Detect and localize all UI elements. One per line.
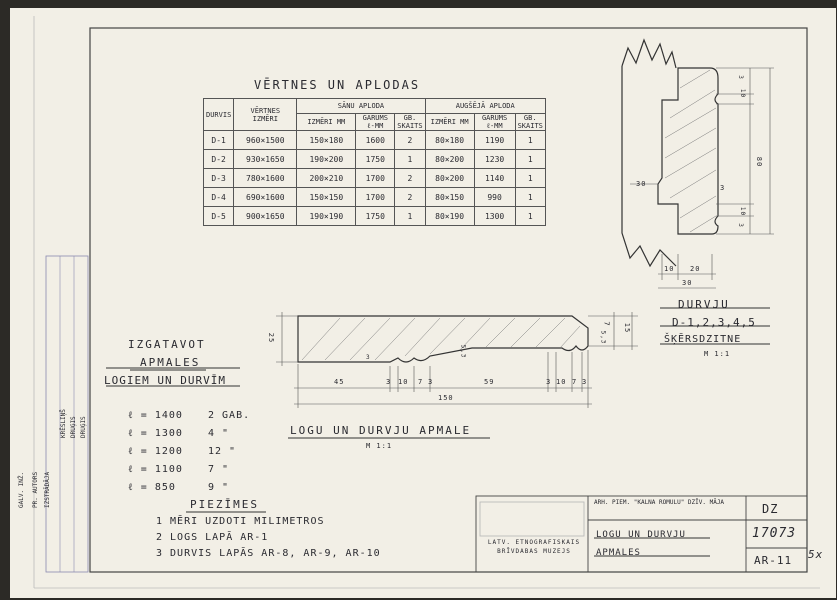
cell: 190×200 [297, 150, 356, 169]
table-row [204, 169, 546, 188]
dim-3-top: 3 [736, 75, 744, 80]
table-row [204, 188, 546, 207]
cell: 190×190 [297, 207, 356, 226]
cell: 990 [474, 188, 515, 207]
dim-30-bottom: 30 [682, 279, 693, 287]
cell: 1140 [474, 169, 515, 188]
cell: D-1 [204, 131, 234, 150]
prepare-line3: LOGIEM UN DURVĪM [104, 374, 226, 387]
th-garums: GARUMS ℓ-MM [356, 114, 395, 131]
dim-3-inner: 3 [366, 354, 371, 361]
dim-7a: 7 [418, 378, 424, 386]
len-item: ℓ = 1200 [128, 446, 183, 457]
th-garums-2: GARUMS ℓ-MM [474, 114, 515, 131]
dim-150: 150 [438, 394, 454, 402]
qty-item: 12 " [208, 446, 237, 457]
dim-10b: 10 [556, 378, 567, 386]
section-subtitle: D-1,2,3,4,5 [672, 316, 756, 329]
cell: 1 [515, 169, 545, 188]
cell: 80×150 [425, 188, 474, 207]
name-label: DRUĢIS [80, 416, 87, 438]
dim-10: 10 [664, 265, 675, 273]
cell: 1230 [474, 150, 515, 169]
cell: 690×1600 [234, 188, 297, 207]
cell: 2 [395, 131, 425, 150]
drawing-number: 17073 [752, 526, 797, 541]
cell: 1190 [474, 131, 515, 150]
role-label: GALV. INŽ. [18, 471, 25, 508]
cell: 2 [395, 169, 425, 188]
sheet-number: AR-11 [754, 554, 793, 567]
th-durvis: DURVIS [204, 99, 234, 131]
section-caption: ŠĶĒRSDZITNE [664, 334, 742, 345]
len-item: ℓ = 1400 [128, 410, 183, 421]
th-izmeri: IZMĒRI MM [297, 114, 356, 131]
note-item: 3 DURVIS LAPĀS AR-8, AR-9, AR-10 [156, 548, 381, 559]
table-row [204, 150, 546, 169]
cell: 1600 [356, 131, 395, 150]
cell: D-2 [204, 150, 234, 169]
section-scale: M 1:1 [704, 350, 731, 358]
dim-3: 3 [720, 184, 726, 192]
profile-scale: M 1:1 [366, 442, 393, 450]
name-label: DRUĢIS [70, 416, 77, 438]
cell: 1700 [356, 188, 395, 207]
dim-10-bottom: 10 [739, 206, 747, 217]
cell: 150×150 [297, 188, 356, 207]
th-vertnes: VĒRTNES IZMĒRI [234, 99, 297, 131]
cell: 1750 [356, 150, 395, 169]
dim-3c: 3 [546, 378, 552, 386]
cell: 80×200 [425, 169, 474, 188]
dim-80: 80 [755, 156, 764, 168]
th-augseja: AUGŠĒJĀ APLODA [425, 99, 545, 114]
cell: 150×180 [297, 131, 356, 150]
dim-3b: 3 [428, 378, 434, 386]
cell: 1300 [474, 207, 515, 226]
cell: 1 [515, 131, 545, 150]
th-izmeri-2: IZMĒRI MM [425, 114, 474, 131]
cell: 80×190 [425, 207, 474, 226]
object-name: ARH. PIEM. "KALNA ROMULU" DZĪV. MĀJA [594, 499, 725, 506]
prepare-line2: APMALES [140, 356, 201, 369]
table-row [204, 131, 546, 150]
corner-mark: 5x [808, 548, 824, 561]
qty-item: 9 " [208, 482, 230, 493]
note-item: 1 MĒRI UZDOTI MILIMETROS [156, 516, 325, 527]
cell: D-5 [204, 207, 234, 226]
profile-title: LOGU UN DURVJU APMALE [290, 424, 472, 437]
role-label: PR. AUTORS [32, 471, 39, 508]
qty-item: 7 " [208, 464, 230, 475]
cell: 1 [515, 207, 545, 226]
section-title: DURVJU [678, 298, 730, 311]
cell: 80×180 [425, 131, 474, 150]
notes-title: PIEZĪMES [190, 498, 259, 511]
note-item: 2 LOGS LAPĀ AR-1 [156, 532, 269, 543]
cell: 1 [515, 188, 545, 207]
role-label: IZSTRĀDĀJA [44, 471, 51, 508]
cell: 1750 [356, 207, 395, 226]
dim-5-3-inner: 5,3 [459, 344, 467, 359]
cell: 1700 [356, 169, 395, 188]
table-row [204, 207, 546, 226]
qty-item: 4 " [208, 428, 230, 439]
dim-25: 25 [267, 332, 276, 344]
dim-3a: 3 [386, 378, 392, 386]
len-item: ℓ = 850 [128, 482, 176, 493]
dim-59: 59 [484, 378, 495, 386]
th-sanu: SĀNU APLODA [297, 99, 425, 114]
cell: 80×200 [425, 150, 474, 169]
qty-item: 2 GAB. [208, 410, 251, 421]
code-label: DZ [762, 502, 779, 516]
cell: 900×1650 [234, 207, 297, 226]
table-title: VĒRTNES UN APLODAS [254, 78, 421, 92]
dim-10a: 10 [398, 378, 409, 386]
len-item: ℓ = 1300 [128, 428, 183, 439]
cell: 780×1600 [234, 169, 297, 188]
cell: 1 [395, 207, 425, 226]
cell: 930×1650 [234, 150, 297, 169]
dim-30: 30 [636, 180, 647, 188]
cell: 200×210 [297, 169, 356, 188]
cell: 1 [515, 150, 545, 169]
dim-10-top: 10 [739, 88, 747, 99]
prepare-line1: IZGATAVOT [128, 338, 206, 351]
dim-7b: 7 [572, 378, 578, 386]
museum-name: LATV. ETNOGRAFISKAIS BRĪVDABAS MUZEJS [487, 539, 581, 555]
dim-3-bottom: 3 [736, 223, 744, 228]
dim-5-3: 5,3 [599, 330, 607, 345]
dim-7: 7 [602, 321, 611, 327]
dim-20: 20 [690, 265, 701, 273]
dim-3d: 3 [582, 378, 588, 386]
cell: 2 [395, 188, 425, 207]
dim-45: 45 [334, 378, 345, 386]
doors-table [203, 98, 546, 226]
cell: 1 [395, 150, 425, 169]
drawing-name: LOGU UN DURVJU APMALES [596, 530, 686, 558]
cell: D-3 [204, 169, 234, 188]
cell: D-4 [204, 188, 234, 207]
len-item: ℓ = 1100 [128, 464, 183, 475]
cell: 960×1500 [234, 131, 297, 150]
drawing-sheet [10, 8, 836, 598]
th-gb-2: GB. SKAITS [515, 114, 545, 131]
th-gb: GB. SKAITS [395, 114, 425, 131]
name-label: KRĒSLIŅŠ [60, 409, 67, 438]
dim-15: 15 [623, 322, 632, 334]
